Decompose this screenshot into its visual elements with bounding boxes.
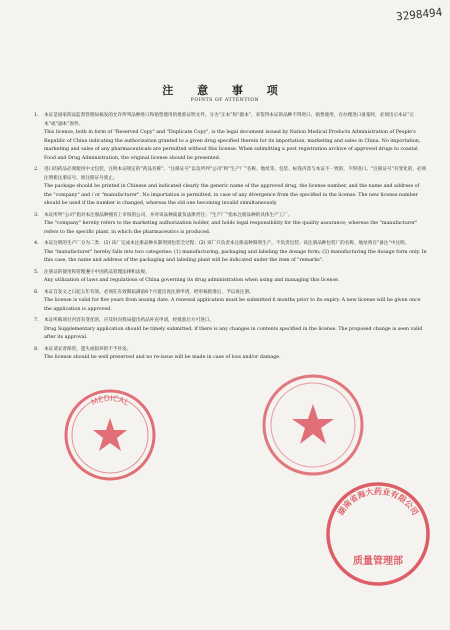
company-seal-dept: 质量管理部 xyxy=(353,556,403,567)
item-text-cn: 本证是国家药品监督管理局核发的允许所列品种进口和销售使用的批准证明文件。分为“正本”和“副本”，来鉴得本证的品种不得进口、销售使用，在办理进口备案时，必须出示本证“正本”或“副本”原件。 xyxy=(44,113,415,127)
attention-item-3 xyxy=(34,211,428,238)
item-text-en: The "manufacturer" hereby falls into two categories: (1) manufacturing, packaging and labeling the dosage form; (2) manufacturing the dosage form only. In this case, the name and address of the packaging and labeling plant will be indicated under the item of "remarks". xyxy=(44,249,427,263)
item-number: 7. xyxy=(34,317,39,323)
item-number: 8. xyxy=(34,345,39,352)
item-number: 3. xyxy=(34,211,39,218)
company-seal-stamp xyxy=(322,478,434,590)
item-text-en: The license is valid for five years from issuing date. A renewal application must be submitted 6 months prior to its expiry. A new license will be given once the application is approved. xyxy=(44,298,421,312)
item-text-cn: 本证请妥善保管，遗失或损坏的不予补发。 xyxy=(44,346,132,352)
company-seal-text: 湖南省海大药业有限公司 xyxy=(336,487,420,517)
handwritten-note: 3298494 xyxy=(395,5,443,24)
attention-item-4 xyxy=(34,240,428,266)
item-text-cn: 注册证的使用和管理遵守中国药品管理法律和法规。 xyxy=(44,269,150,275)
center-seal-stamp xyxy=(258,370,368,480)
item-text-cn: 本证注明的生产厂分为二类：(1) 该厂完成本注册品种从制剂到包装全过程；(2) 该厂只负责本注册品种制剂生产，不负责包装；该注册品种包装厂的名称、地址将在“备注”中注明。 xyxy=(44,241,410,246)
item-text-cn: 本证所列“公司”指对本注册品种拥有上市权的公司，并对该品种质量负法律责任；“生产厂”指本注册品种的具体生产工厂。 xyxy=(44,212,293,218)
left-seal-stamp xyxy=(60,385,160,485)
attention-item-2 xyxy=(34,166,428,209)
attention-item-8 xyxy=(34,345,428,363)
attention-item-6 xyxy=(34,288,428,315)
item-text-en: The "company" hereby refers to the marketing authorization holder, and holds legal responsibility for the quality assurance; whereas the "manufacturer" refers to the specific plant, in which the pharmaceutics is produced. xyxy=(44,221,418,235)
item-number: 6. xyxy=(34,288,39,295)
item-text-cn: 本证所载项目内容有变化的，应及时向我局提出药品补充申请，经批准后方可进口。 xyxy=(44,318,214,323)
left-seal-text: MEDICAL xyxy=(89,393,131,408)
svg-text:MEDICAL xyxy=(90,394,131,408)
page-title: 注 意 事 项 xyxy=(162,84,288,97)
svg-text:湖南省海大药业有限公司 xyxy=(335,486,421,518)
item-text-cn: 进口的药品必须使用中文包装，注明本证规定的“药品名称”、“注册证号”以及所列“公司”和“生产厂”名称、地址等。包装、标签内容与本证不一致的，不得进口。“注册证号”有变化的，必须注明新注册证号、原注册证号废止。 xyxy=(44,167,427,181)
attention-items xyxy=(34,112,428,366)
item-number: 2. xyxy=(34,166,39,172)
item-text-en: This license, both in form of "Reserved Copy" and "Duplicate Copy", is the legal document issued by Nation Medical Products Administration of People's Republic of China indicating the authorization granted to a given drug specified therein for its importation, marketing and sales in China. No importation, marketing and sales of any pharmaceuticals are permitted without this license. When submitting a post registration archive of approved drugs to coastal Food and Drug Administration, the original license should be presented. xyxy=(44,130,421,161)
page-subtitle: POINTS OF ATTENTION xyxy=(190,98,260,103)
item-text-cn: 本证自发文之日起五年有效。必须在有效期届满前6个月提出再注册申请，经审核批准后，予以再注册。 xyxy=(44,289,254,295)
item-number: 4. xyxy=(34,240,39,246)
item-number: 1. xyxy=(34,112,39,118)
attention-item-1 xyxy=(34,112,428,163)
attention-item-5 xyxy=(34,268,428,286)
item-number: 5. xyxy=(34,268,39,275)
item-text-en: Any utilization of laws and regulations of China governing its drug administration when using and managing this license. xyxy=(44,278,340,283)
item-text-en: The package should be printed in Chinese and indicated clearly the generic name of the approved drug, the license number, and the name and address of the "company" and / or "manufacturer". No importation is permitted, in case of any divergence from the specified in the license. The new license number should be used if the number is changed, whereas the old one becoming invalid simultaneously. xyxy=(44,184,420,206)
attention-item-7 xyxy=(34,317,428,343)
item-text-en: The license should be well preserved and no re-issue will be made in case of loss and/or damage. xyxy=(44,355,281,360)
item-text-en: Drug Supplementary application should be timely submitted, if there is any changes in contents specified in the license. The proposed change is seen valid after its approval. xyxy=(44,326,423,340)
